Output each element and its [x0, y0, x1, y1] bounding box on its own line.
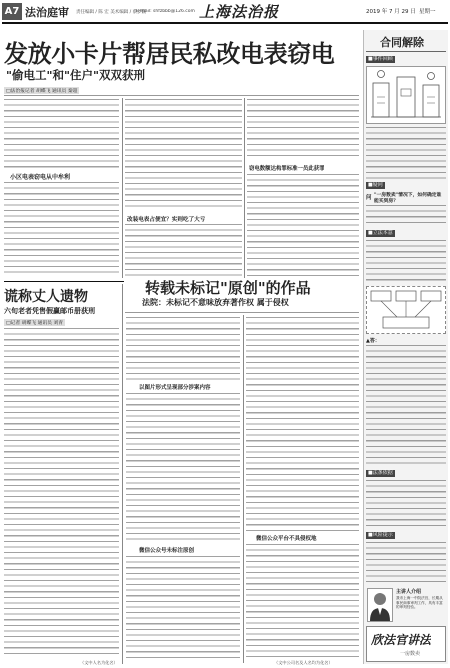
sidebar-risk-text	[366, 542, 446, 582]
story-illustration	[366, 66, 446, 124]
lead-body-middle-text	[125, 99, 242, 211]
third-col-divider	[243, 315, 244, 663]
host-photo	[367, 588, 393, 622]
column-logo-title: 欣法官讲法	[371, 633, 432, 647]
third-body-col1-c	[126, 556, 240, 660]
sidebar-section-label: 疑问	[372, 182, 383, 188]
lead-headline: 发放小卡片帮居民私改电表窃电	[4, 39, 335, 68]
third-body-col2-b	[246, 544, 359, 658]
lead-body-left-text-2	[4, 182, 119, 275]
sidebar-section-intent: ■立法本意	[368, 230, 393, 236]
sidebar-diagram	[366, 286, 446, 334]
second-body-sample	[4, 330, 119, 331]
sidebar-question-text: "一房数卖"情况下，如何确定谁能买到房？	[374, 192, 442, 204]
third-subhead-3: 微信公众平台不具侵权地	[256, 536, 317, 542]
third-body-col2-a	[246, 317, 359, 531]
lead-mid-head-2: 窃电数额达构罪标准一员此获罪	[249, 166, 325, 172]
sidebar-section-question: ■疑问	[368, 182, 383, 188]
third-rule	[125, 312, 359, 313]
lead-intro-head: 小区电表窃电从中牟利	[10, 174, 71, 181]
second-headline: 谎称丈人遗物	[4, 289, 88, 305]
sidebar-section-label: 风险提示	[372, 532, 393, 538]
lead-body-left-sample	[4, 100, 119, 101]
second-footer: （文中人名为化名）	[80, 660, 118, 665]
sidebar-title: 合同解除	[380, 36, 424, 49]
lead-col-divider-2	[244, 98, 245, 278]
lead-body-middle-sample	[125, 100, 242, 101]
page-number-badge: A7	[2, 3, 22, 20]
lead-bottom-rule	[4, 281, 124, 282]
masthead-contact: E-mail: shfzbbb@126.com	[136, 9, 195, 14]
second-byline: □记者 胡蝶飞 通讯员 刘青	[6, 321, 64, 326]
lead-body-right-sample	[247, 100, 359, 101]
lead-body-right-text	[247, 99, 359, 159]
lead-body-left-text	[4, 99, 119, 169]
host-text: 我市上海一中院法官，长期从事民商事审判工作，具有丰富的审判经验。	[396, 596, 443, 610]
sidebar-section-label: 法条依据	[372, 470, 393, 476]
sidebar-section-label: 事件回顾	[372, 56, 393, 62]
column-divider-left	[122, 284, 123, 664]
host-label: 主讲人介绍	[396, 589, 422, 595]
third-footer: （文中公司名及人名均为化名）	[274, 660, 333, 665]
newspaper-logo: 上海法治报	[199, 3, 280, 21]
third-subhead: 法院：未标记不意味放弃著作权 属于侵权	[142, 297, 289, 307]
sidebar-section-law: ■法条依据	[368, 470, 393, 476]
third-body-sample	[126, 318, 240, 319]
sidebar-events-text	[366, 127, 446, 179]
sidebar-law-text	[366, 480, 446, 528]
third-body-col1-a	[126, 317, 240, 380]
column-logo-subtitle: 一房数卖	[400, 651, 421, 657]
lead-col-divider-1	[122, 98, 123, 278]
sidebar-section-label: 立法本意	[372, 230, 393, 236]
issue-weekday: 星期一	[419, 9, 436, 15]
issue-date: 2019 年 7 月 29 日	[366, 9, 416, 15]
lead-byline: □法治报记者 胡蝶飞 通讯员 秦超	[6, 89, 78, 94]
sidebar-question-mark: 问	[366, 195, 372, 201]
masthead-rule	[2, 22, 448, 24]
sidebar-title-rule	[366, 51, 446, 52]
third-headline: 转载未标记"原创"的作品	[145, 279, 311, 297]
second-subhead: 六旬老者凭售假赢邮币册获刑	[4, 306, 95, 315]
third-subhead-2: 微信公众号未标注原创	[139, 548, 195, 554]
sidebar-answer-text	[366, 345, 446, 467]
lead-body-right-text-2	[247, 174, 359, 276]
masthead-editors: 责任编辑 / 陈 宏 美术编辑 / 蔡梦颖	[76, 10, 147, 15]
lead-mid-head-1: 改装电表占便宜？实则吃了大亏	[127, 217, 206, 223]
sidebar-section-risk: ■风险提示	[368, 532, 393, 538]
section-name: 法治庭审	[25, 6, 69, 19]
sidebar-question-body	[366, 205, 446, 227]
sidebar-section-events: ■事件回顾	[368, 56, 393, 62]
sidebar-intent-text	[366, 240, 446, 282]
lead-rule	[4, 95, 359, 96]
third-body-col1-b	[126, 393, 240, 543]
lead-body-middle-text-2	[125, 224, 242, 276]
sidebar-answer-label: ▲答：	[366, 338, 380, 344]
second-body-text	[4, 328, 119, 658]
lead-subhead: "偷电工"和"住户"双双获刑	[6, 68, 145, 82]
third-subhead-1: 以图片形式呈现部分涉案内容	[139, 385, 211, 391]
